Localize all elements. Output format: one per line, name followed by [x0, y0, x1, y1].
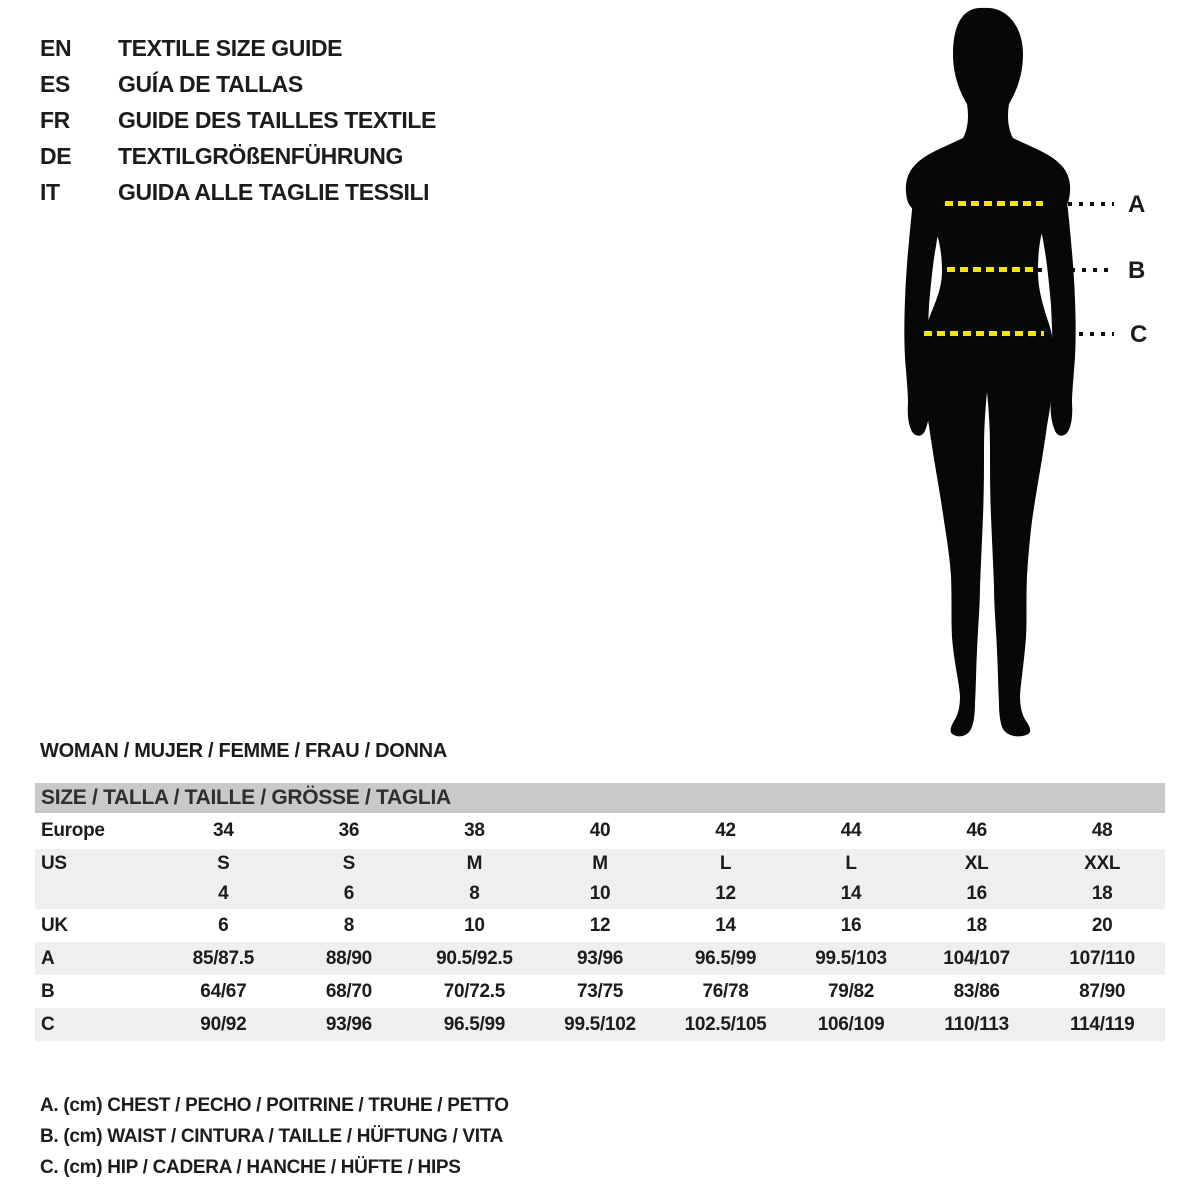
size-value-cell: 64/67	[200, 980, 247, 1002]
size-value-cell: 6	[218, 914, 229, 936]
size-value-cell: 14	[840, 883, 862, 904]
size-value-cell: 68/70	[325, 980, 372, 1002]
woman-silhouette-image	[880, 0, 1180, 740]
size-value-cell: 114/119	[1069, 1013, 1135, 1035]
size-value-cell: 42	[715, 820, 736, 841]
size-value-cell: 90/92	[200, 1013, 247, 1035]
row-label: A	[41, 947, 55, 969]
size-table-header-row	[35, 783, 1165, 813]
guide-title: GUIDA ALLE TAGLIE TESSILI	[118, 178, 430, 205]
size-value-cell: 34	[213, 820, 234, 841]
size-value-cell: 83/86	[953, 980, 1000, 1002]
measure-label-a: A	[1128, 191, 1146, 218]
size-value-cell: 36	[338, 820, 360, 841]
size-value-cell: 85/87.5	[192, 947, 254, 969]
size-value-cell: 90.5/92.5	[436, 947, 513, 969]
size-value-cell: 16	[840, 914, 862, 936]
size-value-cell: 46	[966, 820, 987, 841]
size-value-cell: 106/109	[817, 1013, 885, 1035]
measure-line-b-waist-dash	[947, 267, 1037, 272]
size-value-cell: 104/107	[943, 947, 1010, 969]
size-table	[35, 783, 1165, 1041]
size-value-cell: 87/90	[1079, 980, 1126, 1002]
row-label: B	[41, 980, 55, 1002]
size-value-cell: 93/96	[325, 1013, 372, 1035]
size-value-cell: 10	[589, 883, 611, 904]
size-value-cell: 38	[464, 820, 485, 841]
size-value-cell: 4	[218, 883, 229, 904]
size-value-cell: 6	[343, 883, 354, 904]
gender-heading: WOMAN / MUJER / FEMME / FRAU / DONNA	[40, 740, 447, 762]
size-value-cell: 8	[343, 914, 354, 936]
row-label: US	[41, 853, 67, 874]
size-value-cell: 14	[715, 914, 736, 936]
size-value-cell: 44	[840, 820, 862, 841]
size-value-cell: 16	[966, 883, 987, 904]
size-value-cell: 20	[1091, 914, 1113, 936]
size-value-cell: 102.5/105	[684, 1013, 767, 1035]
size-value-cell: 88/90	[325, 947, 372, 969]
measure-label-b: B	[1128, 257, 1146, 284]
guide-title: TEXTILGRÖßENFÜHRUNG	[118, 142, 403, 169]
table-row	[35, 909, 1165, 942]
size-value-cell: XXL	[1084, 853, 1121, 874]
size-table-header-cell: SIZE / TALLA / TAILLE / GRÖSSE / TAGLIA	[35, 783, 1165, 813]
size-value-cell: 110/113	[944, 1013, 1009, 1035]
guide-title: GUIDE DES TAILLES TEXTILE	[118, 106, 436, 133]
size-value-cell: 93/96	[576, 947, 623, 969]
size-value-cell: 48	[1091, 820, 1113, 841]
language-code: ES	[40, 70, 70, 97]
language-code: IT	[40, 178, 60, 205]
row-label: Europe	[41, 820, 105, 841]
size-value-cell: 18	[966, 914, 987, 936]
size-value-cell: 73/75	[576, 980, 623, 1002]
measurement-footnotes	[40, 1090, 509, 1183]
size-table-body	[35, 783, 1165, 1041]
size-value-cell: 18	[1091, 883, 1113, 904]
language-code: EN	[40, 34, 72, 61]
size-value-cell: 8	[469, 883, 480, 904]
size-value-cell: 12	[715, 883, 736, 904]
size-value-cell: 10	[464, 914, 485, 936]
table-row	[35, 1008, 1165, 1041]
size-value-cell: 99.5/102	[564, 1013, 636, 1035]
size-value-cell: L	[845, 853, 857, 874]
size-value-cell: 79/82	[828, 980, 875, 1002]
table-row	[35, 975, 1165, 1008]
language-code: FR	[40, 106, 70, 133]
size-value-cell: 99.5/103	[815, 947, 887, 969]
size-value-cell: 107/110	[1069, 947, 1135, 969]
language-code: DE	[40, 142, 72, 169]
size-value-cell: 96.5/99	[443, 1013, 506, 1035]
size-value-cell: M	[592, 853, 608, 874]
size-value-cell: L	[719, 853, 732, 874]
table-row	[35, 942, 1165, 975]
guide-title: GUÍA DE TALLAS	[118, 70, 303, 97]
row-label: UK	[41, 914, 68, 936]
measure-line-c-hip-dash	[924, 331, 1044, 336]
size-value-cell: 12	[589, 914, 611, 936]
size-value-cell: S	[217, 853, 230, 874]
row-label	[35, 879, 161, 909]
size-value-cell: 70/72.5	[443, 980, 506, 1002]
footnote-line: B. (cm) WAIST / CINTURA / TAILLE / HÜFTUNG / VITA	[40, 1125, 504, 1147]
table-row	[35, 813, 1165, 849]
footnote-line: C. (cm) HIP / CADERA / HANCHE / HÜFTE / HIPS	[40, 1156, 461, 1178]
size-value-cell: S	[342, 853, 356, 874]
row-label: C	[41, 1013, 55, 1035]
table-row	[35, 879, 1165, 909]
size-value-cell: XL	[964, 853, 989, 874]
table-row	[35, 849, 1165, 879]
size-value-cell: 40	[589, 820, 611, 841]
size-value-cell: M	[466, 853, 483, 874]
footnote-line: A. (cm) CHEST / PECHO / POITRINE / TRUHE / PETTO	[40, 1094, 509, 1116]
measure-line-a-chest-dash	[945, 201, 1043, 206]
size-value-cell: 76/78	[702, 980, 749, 1002]
size-value-cell: 96.5/99	[694, 947, 757, 969]
measure-label-c: C	[1130, 321, 1148, 348]
guide-title: TEXTILE SIZE GUIDE	[118, 34, 343, 61]
